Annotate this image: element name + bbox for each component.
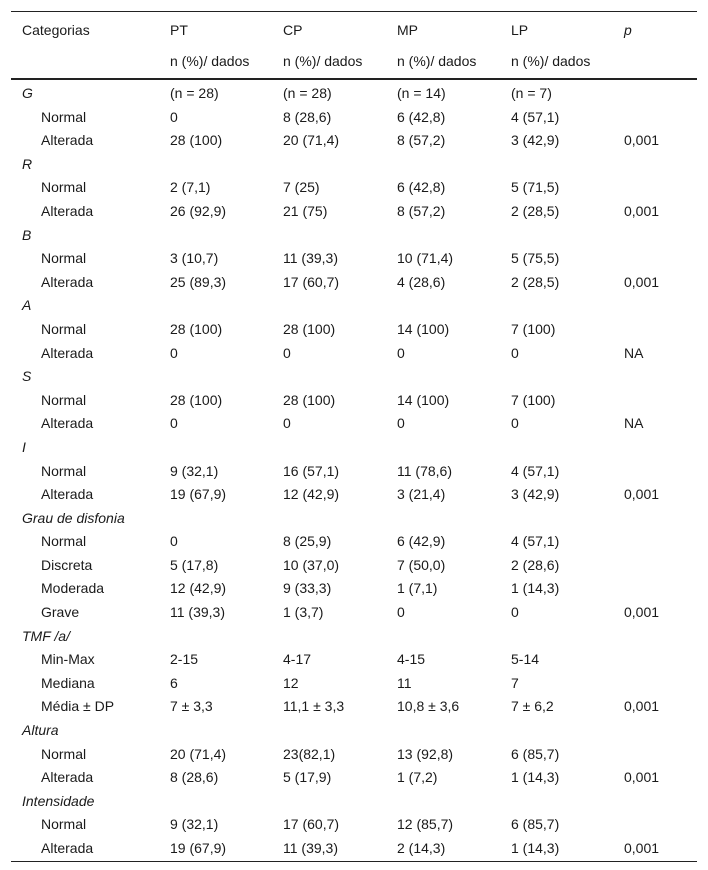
table-row xyxy=(11,389,697,413)
cell-p xyxy=(613,530,697,554)
cell-cp: 11,1 ± 3,3 xyxy=(283,698,345,715)
table-group-row xyxy=(11,790,697,814)
cell-mp: 0 xyxy=(397,604,405,621)
cell-lp: 0 xyxy=(511,344,519,361)
cell-category: Grave xyxy=(41,604,80,621)
table-row xyxy=(11,176,697,200)
cell-lp: 3 (42,9) xyxy=(511,486,560,503)
cell-lp: 3 (42,9) xyxy=(511,132,560,149)
cell-cp: 12 xyxy=(283,674,299,691)
cell-category: Alterada xyxy=(41,132,94,149)
table-group-row xyxy=(11,224,697,248)
cell-pt: 8 (28,6) xyxy=(170,769,219,786)
cell-pt: 28 (100) xyxy=(170,391,223,408)
cell-cp xyxy=(272,625,386,649)
cell-pt: 0 xyxy=(170,108,178,125)
table-row xyxy=(11,200,697,224)
cell-lp: 4 (57,1) xyxy=(511,108,560,125)
cell-mp xyxy=(386,153,500,177)
cell-mp: 1 (7,2) xyxy=(397,769,438,786)
table-row xyxy=(11,554,697,578)
cell-pt xyxy=(159,790,272,814)
cell-cp: (n = 28) xyxy=(283,85,332,101)
cell-cp: 17 (60,7) xyxy=(283,816,340,833)
table-row xyxy=(11,530,697,554)
cell-p xyxy=(613,294,697,318)
cell-lp xyxy=(500,153,613,177)
cell-category: Normal xyxy=(41,179,87,196)
table-row xyxy=(11,695,697,719)
cell-pt: 26 (92,9) xyxy=(170,202,227,219)
table-group-row xyxy=(11,507,697,531)
cell-category: Min-Max xyxy=(41,651,95,668)
cell-p xyxy=(613,389,697,413)
table-group-row xyxy=(11,79,697,106)
cell-pt: 6 xyxy=(170,674,178,691)
cell-mp: 6 (42,8) xyxy=(397,108,446,125)
results-table xyxy=(11,11,697,862)
table-group-row xyxy=(11,153,697,177)
table-row xyxy=(11,577,697,601)
cell-pt: 7 ± 3,3 xyxy=(170,698,213,715)
table-row xyxy=(11,766,697,790)
cell-cp: 4-17 xyxy=(283,651,312,668)
cell-lp: 1 (14,3) xyxy=(500,837,613,861)
cell-mp xyxy=(386,436,500,460)
cell-category: Média ± DP xyxy=(41,698,115,715)
cell-pt xyxy=(159,294,272,318)
cell-category: B xyxy=(22,226,32,243)
cell-mp: 0 xyxy=(397,344,405,361)
cell-lp: 2 (28,5) xyxy=(511,273,560,290)
cell-p xyxy=(613,318,697,342)
cell-p xyxy=(613,460,697,484)
cell-mp: 10 (71,4) xyxy=(397,250,454,267)
cell-pt xyxy=(159,507,272,531)
header-lp: LP xyxy=(511,21,529,38)
cell-pt: 19 (67,9) xyxy=(170,486,227,503)
cell-pt: 19 (67,9) xyxy=(159,837,272,861)
table-row xyxy=(11,648,697,672)
cell-category: R xyxy=(22,155,33,172)
cell-lp: 1 (14,3) xyxy=(511,580,560,597)
header-units-cp: n (%)/ dados xyxy=(272,45,386,79)
table-row xyxy=(11,412,697,436)
cell-lp xyxy=(500,224,613,248)
cell-cp: 16 (57,1) xyxy=(283,462,340,479)
cell-lp: 4 (57,1) xyxy=(511,462,560,479)
cell-cp: 0 xyxy=(283,415,291,432)
table-row xyxy=(11,271,697,295)
cell-category: Alterada xyxy=(41,415,94,432)
cell-cp xyxy=(272,153,386,177)
cell-lp: 2 (28,6) xyxy=(511,556,560,573)
cell-cp: 8 (28,6) xyxy=(283,108,332,125)
cell-pt: 5 (17,8) xyxy=(170,556,219,573)
cell-mp: 6 (42,9) xyxy=(397,533,446,550)
cell-lp: 4 (57,1) xyxy=(511,533,560,550)
cell-pt: 0 xyxy=(170,415,178,432)
header-pt: PT xyxy=(170,21,188,38)
table-group-row xyxy=(11,719,697,743)
cell-pt: 0 xyxy=(170,344,178,361)
cell-lp: 7 xyxy=(511,674,519,691)
cell-cp xyxy=(272,719,386,743)
cell-mp xyxy=(386,365,500,389)
cell-p: 0,001 xyxy=(624,202,660,219)
cell-cp xyxy=(272,224,386,248)
cell-lp: 7 (100) xyxy=(511,320,556,337)
cell-category: Alterada xyxy=(41,769,94,786)
cell-p: 0,001 xyxy=(624,132,660,149)
cell-cp xyxy=(272,507,386,531)
cell-lp xyxy=(500,294,613,318)
cell-category: Grau de disfonia xyxy=(22,509,125,526)
cell-category: Intensidade xyxy=(22,792,95,809)
cell-p xyxy=(613,672,697,696)
table-body xyxy=(11,79,697,861)
cell-mp: 4-15 xyxy=(397,651,426,668)
table-row xyxy=(11,342,697,366)
cell-cp: 11 (39,3) xyxy=(283,250,338,267)
cell-cp: 23(82,1) xyxy=(283,745,336,762)
cell-mp: 11 xyxy=(397,674,412,691)
cell-category: Altura xyxy=(22,722,59,739)
cell-category: Moderada xyxy=(41,580,105,597)
cell-pt xyxy=(159,719,272,743)
cell-p xyxy=(613,577,697,601)
cell-lp xyxy=(500,790,613,814)
cell-p xyxy=(613,247,697,271)
cell-p xyxy=(613,625,697,649)
cell-mp xyxy=(386,294,500,318)
table-group-row xyxy=(11,294,697,318)
header-units-pt: n (%)/ dados xyxy=(159,45,272,79)
table-row xyxy=(11,601,697,625)
header-units-lp: n (%)/ dados xyxy=(500,45,613,79)
header-units-mp: n (%)/ dados xyxy=(386,45,500,79)
cell-category: Alterada xyxy=(41,202,94,219)
cell-lp: (n = 7) xyxy=(511,85,552,101)
table-row xyxy=(11,483,697,507)
cell-category: I xyxy=(22,438,26,455)
cell-pt xyxy=(159,153,272,177)
cell-category: G xyxy=(22,85,33,101)
cell-p: 0,001 xyxy=(624,769,660,786)
cell-p xyxy=(613,648,697,672)
cell-pt xyxy=(159,436,272,460)
header-categorias: Categorias xyxy=(22,21,90,38)
cell-cp: 0 xyxy=(283,344,291,361)
cell-mp: 0 xyxy=(397,415,405,432)
cell-category: Discreta xyxy=(41,556,93,573)
cell-p xyxy=(613,176,697,200)
cell-cp xyxy=(272,436,386,460)
cell-category: Alterada xyxy=(11,837,159,861)
cell-category: TMF /a/ xyxy=(22,627,70,644)
cell-cp xyxy=(272,294,386,318)
header-row-groups xyxy=(11,12,697,45)
cell-lp: 2 (28,5) xyxy=(511,202,560,219)
cell-p: 0,001 xyxy=(624,604,660,621)
table-row xyxy=(11,813,697,837)
cell-cp: 8 (25,9) xyxy=(283,533,332,550)
cell-mp: 11 (78,6) xyxy=(397,462,452,479)
cell-category: Alterada xyxy=(41,273,94,290)
cell-p xyxy=(613,436,697,460)
cell-category: Normal xyxy=(41,462,87,479)
cell-mp: (n = 14) xyxy=(397,85,446,101)
cell-lp xyxy=(500,625,613,649)
cell-p xyxy=(613,79,697,106)
cell-category: S xyxy=(22,368,32,385)
cell-category: Mediana xyxy=(41,674,95,691)
cell-mp xyxy=(386,224,500,248)
table-row xyxy=(11,837,697,861)
cell-pt: 25 (89,3) xyxy=(170,273,227,290)
table-row xyxy=(11,247,697,271)
cell-mp: 14 (100) xyxy=(397,320,450,337)
cell-pt xyxy=(159,365,272,389)
cell-pt: 12 (42,9) xyxy=(170,580,227,597)
cell-lp: 6 (85,7) xyxy=(511,816,560,833)
table-row xyxy=(11,106,697,130)
cell-lp: 7 ± 6,2 xyxy=(511,698,554,715)
cell-p: 0,001 xyxy=(624,698,660,715)
cell-cp: 12 (42,9) xyxy=(283,486,340,503)
table-row xyxy=(11,672,697,696)
table-group-row xyxy=(11,365,697,389)
cell-cp: 9 (33,3) xyxy=(283,580,332,597)
cell-cp: 21 (75) xyxy=(283,202,328,219)
cell-mp: 14 (100) xyxy=(397,391,450,408)
cell-category: Normal xyxy=(41,250,87,267)
cell-category: A xyxy=(22,297,32,314)
table-row xyxy=(11,318,697,342)
cell-cp: 10 (37,0) xyxy=(283,556,340,573)
cell-p xyxy=(613,153,697,177)
cell-p xyxy=(613,365,697,389)
cell-category: Normal xyxy=(41,320,87,337)
cell-pt: 11 (39,3) xyxy=(170,604,225,621)
cell-category: Normal xyxy=(41,745,87,762)
header-mp: MP xyxy=(397,21,418,38)
cell-pt: 9 (32,1) xyxy=(170,816,219,833)
cell-pt: 2 (7,1) xyxy=(170,179,211,196)
table-row xyxy=(11,743,697,767)
cell-p xyxy=(613,507,697,531)
cell-mp xyxy=(386,507,500,531)
cell-pt: 28 (100) xyxy=(170,132,223,149)
cell-mp: 2 (14,3) xyxy=(386,837,500,861)
cell-category: Normal xyxy=(41,391,87,408)
cell-pt: 20 (71,4) xyxy=(170,745,227,762)
header-units-blank xyxy=(11,45,159,79)
header-row-units xyxy=(11,45,697,79)
header-units-p-blank xyxy=(613,45,697,79)
cell-pt xyxy=(159,224,272,248)
cell-lp: 5 (71,5) xyxy=(511,179,560,196)
cell-p: 0,001 xyxy=(624,486,660,503)
cell-category: Normal xyxy=(41,533,87,550)
cell-cp: 17 (60,7) xyxy=(283,273,340,290)
cell-lp xyxy=(500,365,613,389)
cell-cp: 7 (25) xyxy=(283,179,320,196)
cell-mp xyxy=(386,790,500,814)
cell-category: Alterada xyxy=(41,486,94,503)
cell-lp: 1 (14,3) xyxy=(511,769,560,786)
cell-pt xyxy=(159,625,272,649)
cell-category: Alterada xyxy=(41,344,94,361)
cell-lp: 0 xyxy=(511,604,519,621)
cell-lp: 5 (75,5) xyxy=(511,250,560,267)
cell-cp xyxy=(272,790,386,814)
cell-pt: 2-15 xyxy=(170,651,199,668)
cell-cp: 1 (3,7) xyxy=(283,604,324,621)
table-header xyxy=(11,12,697,80)
cell-category: Normal xyxy=(41,108,87,125)
cell-mp: 1 (7,1) xyxy=(397,580,438,597)
cell-lp xyxy=(500,719,613,743)
cell-mp: 8 (57,2) xyxy=(397,202,446,219)
cell-lp: 0 xyxy=(511,415,519,432)
cell-lp xyxy=(500,507,613,531)
table-group-row xyxy=(11,436,697,460)
table-row xyxy=(11,129,697,153)
cell-mp: 7 (50,0) xyxy=(397,556,446,573)
cell-mp: 3 (21,4) xyxy=(397,486,446,503)
cell-cp: 5 (17,9) xyxy=(283,769,332,786)
cell-lp xyxy=(500,436,613,460)
cell-p: 0,001 xyxy=(624,273,660,290)
cell-p: NA xyxy=(624,344,644,361)
cell-mp: 6 (42,8) xyxy=(397,179,446,196)
cell-cp: 11 (39,3) xyxy=(272,837,386,861)
cell-lp: 7 (100) xyxy=(511,391,556,408)
cell-cp: 28 (100) xyxy=(283,320,336,337)
cell-lp: 5-14 xyxy=(511,651,540,668)
cell-mp xyxy=(386,719,500,743)
cell-mp: 10,8 ± 3,6 xyxy=(397,698,460,715)
cell-p xyxy=(613,719,697,743)
cell-lp: 6 (85,7) xyxy=(511,745,560,762)
header-cp: CP xyxy=(283,21,303,38)
cell-cp: 20 (71,4) xyxy=(283,132,340,149)
cell-p xyxy=(613,743,697,767)
cell-p xyxy=(613,224,697,248)
table-row xyxy=(11,460,697,484)
cell-p: NA xyxy=(624,415,644,432)
cell-pt: 0 xyxy=(170,533,178,550)
cell-pt: 9 (32,1) xyxy=(170,462,219,479)
cell-p xyxy=(613,106,697,130)
cell-mp: 13 (92,8) xyxy=(397,745,454,762)
cell-pt: 28 (100) xyxy=(170,320,223,337)
cell-pt: 3 (10,7) xyxy=(170,250,219,267)
cell-category: Normal xyxy=(41,816,87,833)
table-group-row xyxy=(11,625,697,649)
cell-pt: (n = 28) xyxy=(170,85,219,101)
cell-p xyxy=(613,554,697,578)
cell-cp xyxy=(272,365,386,389)
cell-p: 0,001 xyxy=(613,837,697,861)
cell-p xyxy=(613,790,697,814)
cell-cp: 28 (100) xyxy=(283,391,336,408)
cell-p xyxy=(613,813,697,837)
cell-mp: 12 (85,7) xyxy=(397,816,454,833)
cell-mp: 4 (28,6) xyxy=(397,273,446,290)
cell-mp: 8 (57,2) xyxy=(397,132,446,149)
header-p-value: p xyxy=(624,21,632,38)
cell-mp xyxy=(386,625,500,649)
